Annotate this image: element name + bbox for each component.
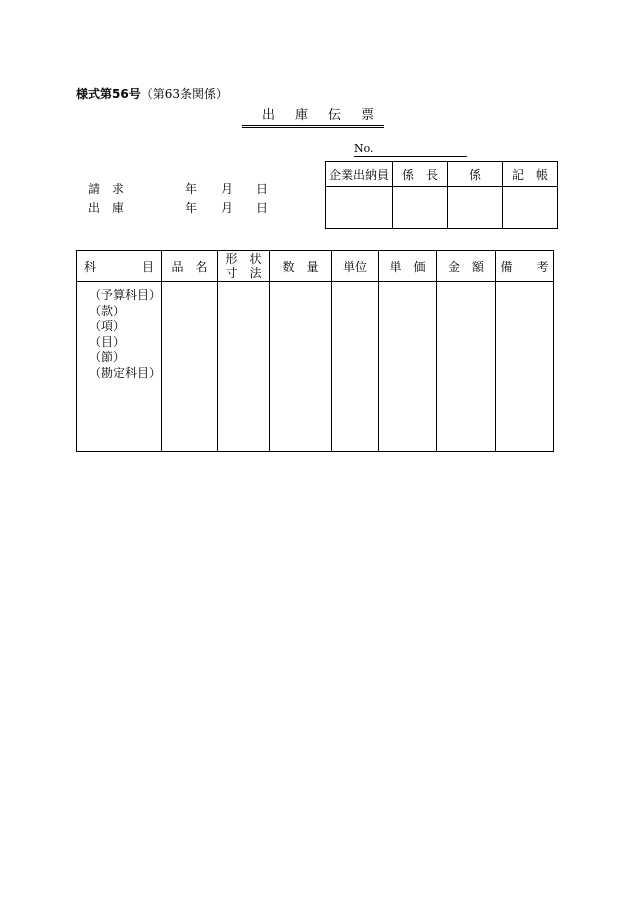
header-size: 寸 法 <box>225 266 262 280</box>
subject-item: （項） <box>89 319 126 333</box>
form-number <box>76 85 228 102</box>
request-date-row <box>0 180 300 196</box>
header-unit-price: 単 価 <box>379 251 437 282</box>
header-subject-right: 目 <box>142 259 155 274</box>
table-row <box>77 282 554 452</box>
header-subject-left: 科 <box>84 259 97 274</box>
header-shape-size <box>218 251 270 282</box>
unit-price-cell[interactable] <box>379 282 437 452</box>
issue-year: 年 <box>185 201 198 215</box>
request-day: 日 <box>256 182 269 196</box>
table-header-row <box>77 251 554 282</box>
shape-size-cell[interactable] <box>218 282 270 452</box>
approval-stamp-table <box>325 161 558 229</box>
header-amount: 金 額 <box>437 251 496 282</box>
issue-day: 日 <box>256 201 269 215</box>
remarks-cell[interactable] <box>496 282 554 452</box>
approval-header-chief: 係 長 <box>393 162 448 187</box>
header-quantity: 数 量 <box>270 251 332 282</box>
subject-section: （款） <box>89 303 126 318</box>
unit-cell[interactable] <box>332 282 379 452</box>
subject-cell[interactable] <box>77 282 162 452</box>
issue-label: 出 庫 <box>88 201 125 215</box>
approval-header-staff: 係 <box>448 162 503 187</box>
request-month: 月 <box>221 182 234 196</box>
subject-head: （目） <box>89 334 126 349</box>
quantity-cell[interactable] <box>270 282 332 452</box>
item-name-cell[interactable] <box>162 282 218 452</box>
issue-slip-table <box>76 250 554 452</box>
request-year: 年 <box>185 182 198 196</box>
form-number-label: 様式第56号 <box>76 87 141 101</box>
approval-stamp-cashier[interactable] <box>326 187 393 229</box>
issue-date-row <box>0 199 300 215</box>
approval-header-bookkeeping: 記 帳 <box>503 162 558 187</box>
approval-header-cashier: 企業出納員 <box>326 162 393 187</box>
issue-month: 月 <box>221 201 234 215</box>
subject-account: （勘定科目） <box>89 365 162 380</box>
document-number-field[interactable]: No. <box>354 142 467 157</box>
amount-cell[interactable] <box>437 282 496 452</box>
header-remarks: 備 考 <box>496 251 554 282</box>
subject-budget: （予算科目） <box>89 288 162 302</box>
request-label: 請 求 <box>88 182 125 196</box>
approval-stamp-bookkeeping[interactable] <box>503 187 558 229</box>
page-title: 出庫伝票 <box>242 104 384 128</box>
approval-stamp-chief[interactable] <box>393 187 448 229</box>
subject-subsection: （節） <box>89 350 126 364</box>
approval-stamp-staff[interactable] <box>448 187 503 229</box>
header-shape: 形 状 <box>225 252 262 266</box>
header-item-name: 品 名 <box>162 251 218 282</box>
header-subject <box>77 251 162 282</box>
form-relation: （第63条関係） <box>140 87 228 101</box>
header-unit: 単位 <box>332 251 379 282</box>
